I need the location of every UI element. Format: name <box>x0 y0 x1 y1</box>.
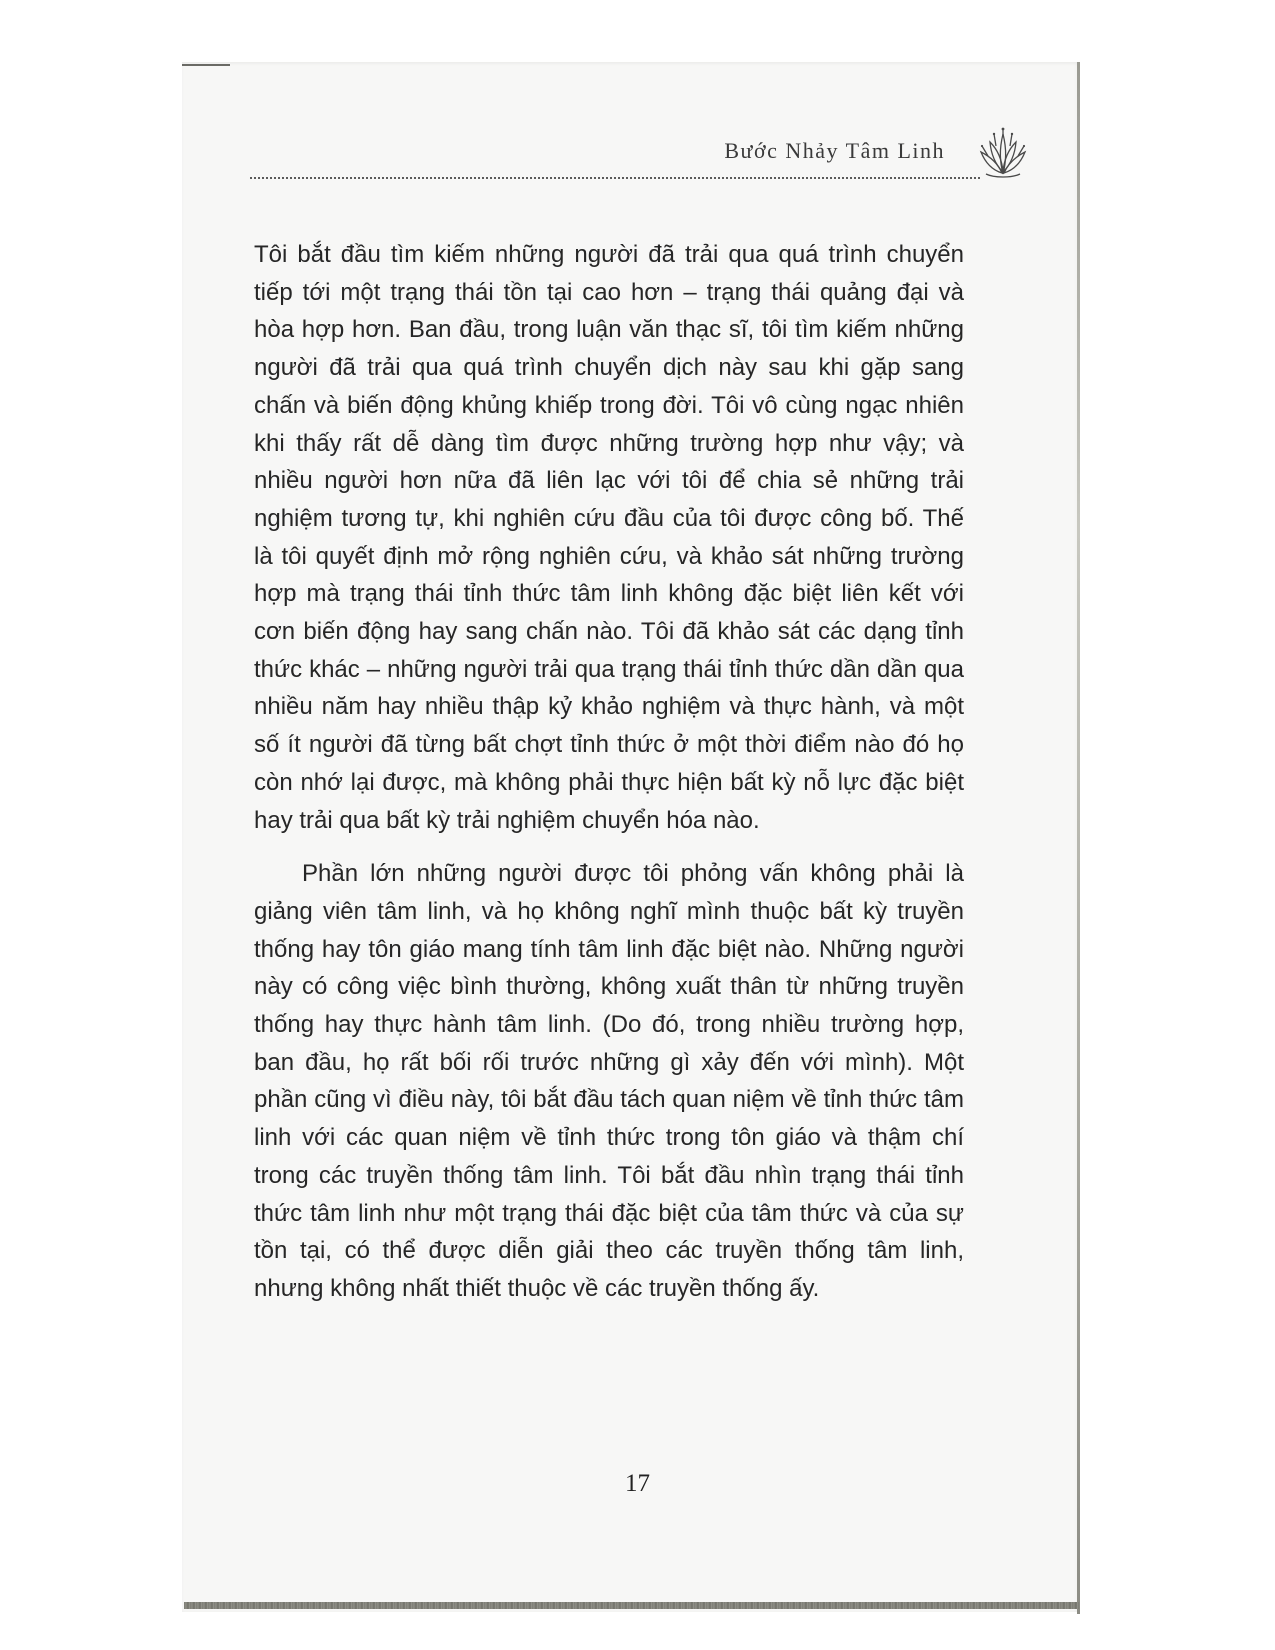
paragraph: Phần lớn những người được tôi phỏng vấn không phải là giảng viên tâm linh, và họ không nghĩ mình thuộc bất kỳ truyền thống hay tôn giáo mang tính tâm linh đặc biệt nào. Những người này có công việc bình thường, không xuất thân từ những truyền thống hay thực hành tâm linh. (Do đó, trong nhiều trường hợp, ban đầu, họ rất bối rối trước những gì xảy đến với mình). Một phần cũng vì điều này, tôi bắt đầu tách quan niệm về tỉnh thức tâm linh với các quan niệm về tỉnh thức trong tôn giáo và thậm chí trong các truyền thống tâm linh. Tôi bắt đầu nhìn trạng thái tỉnh thức tâm linh như một trạng thái đặc biệt của tâm thức và của sự tồn tại, có thể được diễn giải theo các truyền thống tâm linh, nhưng không nhất thiết thuộc về các truyền thống ấy. <box>254 860 964 1302</box>
paragraph: Tôi bắt đầu tìm kiếm những người đã trải qua quá trình chuyển tiếp tới một trạng thái tồn tại cao hơn – trạng thái quảng đại và hòa hợp hơn. Ban đầu, trong luận văn thạc sĩ, tôi tìm kiếm những người đã trải qua quá trình chuyển dịch này sau khi gặp sang chấn và biến động khủng khiếp trong đời. Tôi vô cùng ngạc nhiên khi thấy rất dễ dàng tìm được những trường hợp như vậy; và nhiều người hơn nữa đã liên lạc với tôi để chia sẻ những trải nghiệm tương tự, khi nghiên cứu đầu của tôi được công bố. Thế là tôi quyết định mở rộng nghiên cứu, và khảo sát những trường hợp mà trạng thái tỉnh thức tâm linh không đặc biệt liên kết với cơn biến động hay sang chấn nào. Tôi đã khảo sát các dạng tỉnh thức khác – những người trải qua trạng thái tỉnh thức dần dần qua nhiều năm hay nhiều thập kỷ khảo nghiệm và thực hành, và một số ít người đã từng bất chợt tỉnh thức ở một thời điểm nào đó họ còn nhớ lại được, mà không phải thực hiện bất kỳ nỗ lực đặc biệt hay trải qua bất kỳ trải nghiệm chuyển hóa nào. <box>254 241 964 834</box>
page-bottom-edge <box>184 1602 1080 1609</box>
page-number: 17 <box>625 1470 650 1497</box>
page-top-edge-mark <box>182 64 230 66</box>
page-right-edge <box>1077 62 1080 1614</box>
running-head-title: Bước Nhảy Tâm Linh <box>724 138 945 163</box>
body-text <box>254 236 964 1308</box>
lotus-ornament-icon <box>978 126 1028 180</box>
header-dotted-rule <box>250 177 980 179</box>
